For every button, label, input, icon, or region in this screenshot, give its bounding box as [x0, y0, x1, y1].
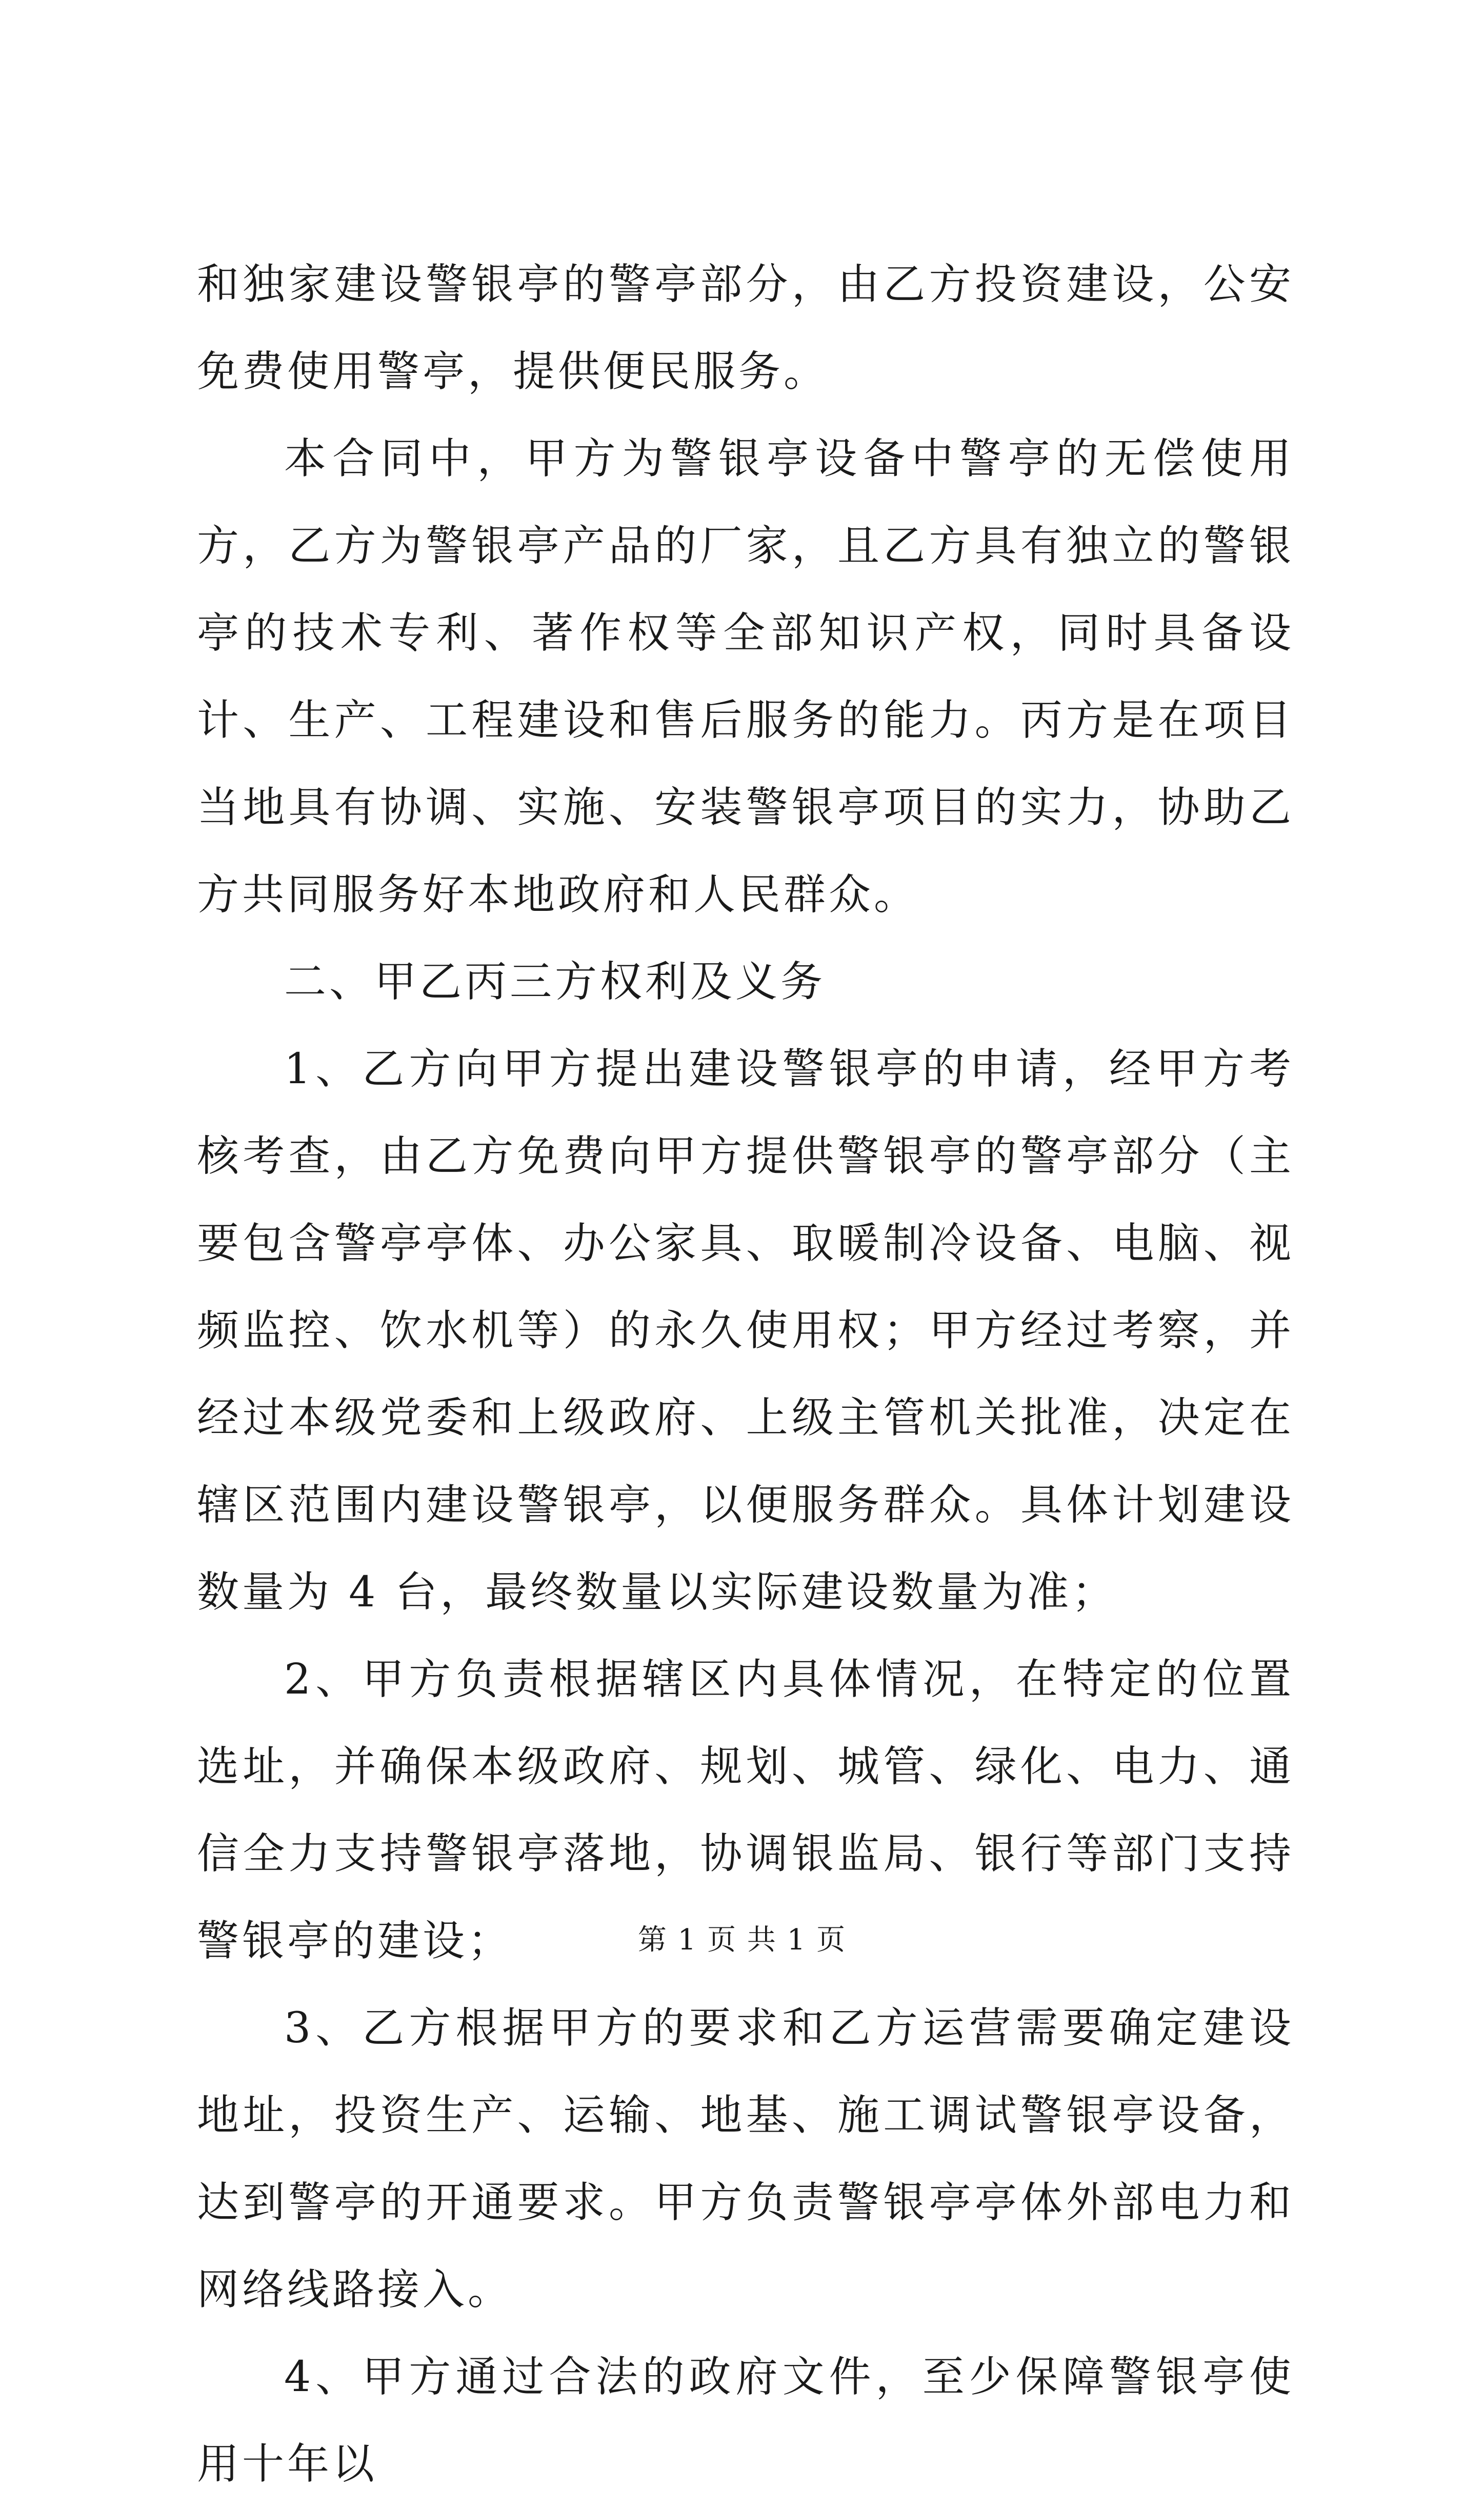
paragraph-parties-intro: 本合同中，甲方为警银亭设备中警亭的无偿使用方，乙方为警银亭产品的厂家，且乙方具有独立的警银亭的技术专利、著作权等全部知识产权，同时具备设计、生产、工程建设和售后服务的能力。丙方是在项目当地具有协调、实施、安装警银亭项目的实力，协助乙方共同服务好本地政府和人民群众。	[197, 434, 1294, 919]
clause-4: 4、甲方通过合法的政府文件，至少保障警银亭使用十年以	[197, 2353, 1294, 2489]
page-footer: 第 1 页 共 1 页	[637, 1923, 847, 1957]
clause-2: 2、甲方负责根据辖区内具体情况，在特定的位置选址，并确保本级政府、规划、城管、绿化、电力、通信全力支持警银亭落地，协调银监局、银行等部门支持警银亭的建设；	[197, 1655, 1294, 1965]
paragraph-continuation: 和独家建设警银亭的警亭部分，由乙方投资建设，公安免费使用警亭，提供便民服务。	[197, 260, 1294, 396]
document-body	[197, 241, 1294, 2508]
clause-3: 3、乙方根据甲方的要求和乙方运营需要确定建设地址，投资生产、运输、地基、施工调试警银亭设备，达到警亭的开通要求。甲方负责警银亭亭体外部电力和网络线路接入。	[197, 2004, 1294, 2314]
clause-1: 1、乙方向甲方提出建设警银亭的申请，经甲方考核考查，由乙方免费向甲方提供警银亭的警亭部分（主要包含警亭亭体、办公家具、取暖制冷设备、电脑、视频监控、饮水机等）的永久使用权；甲方经过考察，并经过本级党委和上级政府、上级主管机关批准，决定在辖区范围内建设警银亭，以便服务群众。具体计划建设数量为 4 台，最终数量以实际建设数量为准；	[197, 1045, 1294, 1617]
section-heading-rights-obligations: 二、甲乙丙三方权利及义务	[284, 958, 826, 1006]
